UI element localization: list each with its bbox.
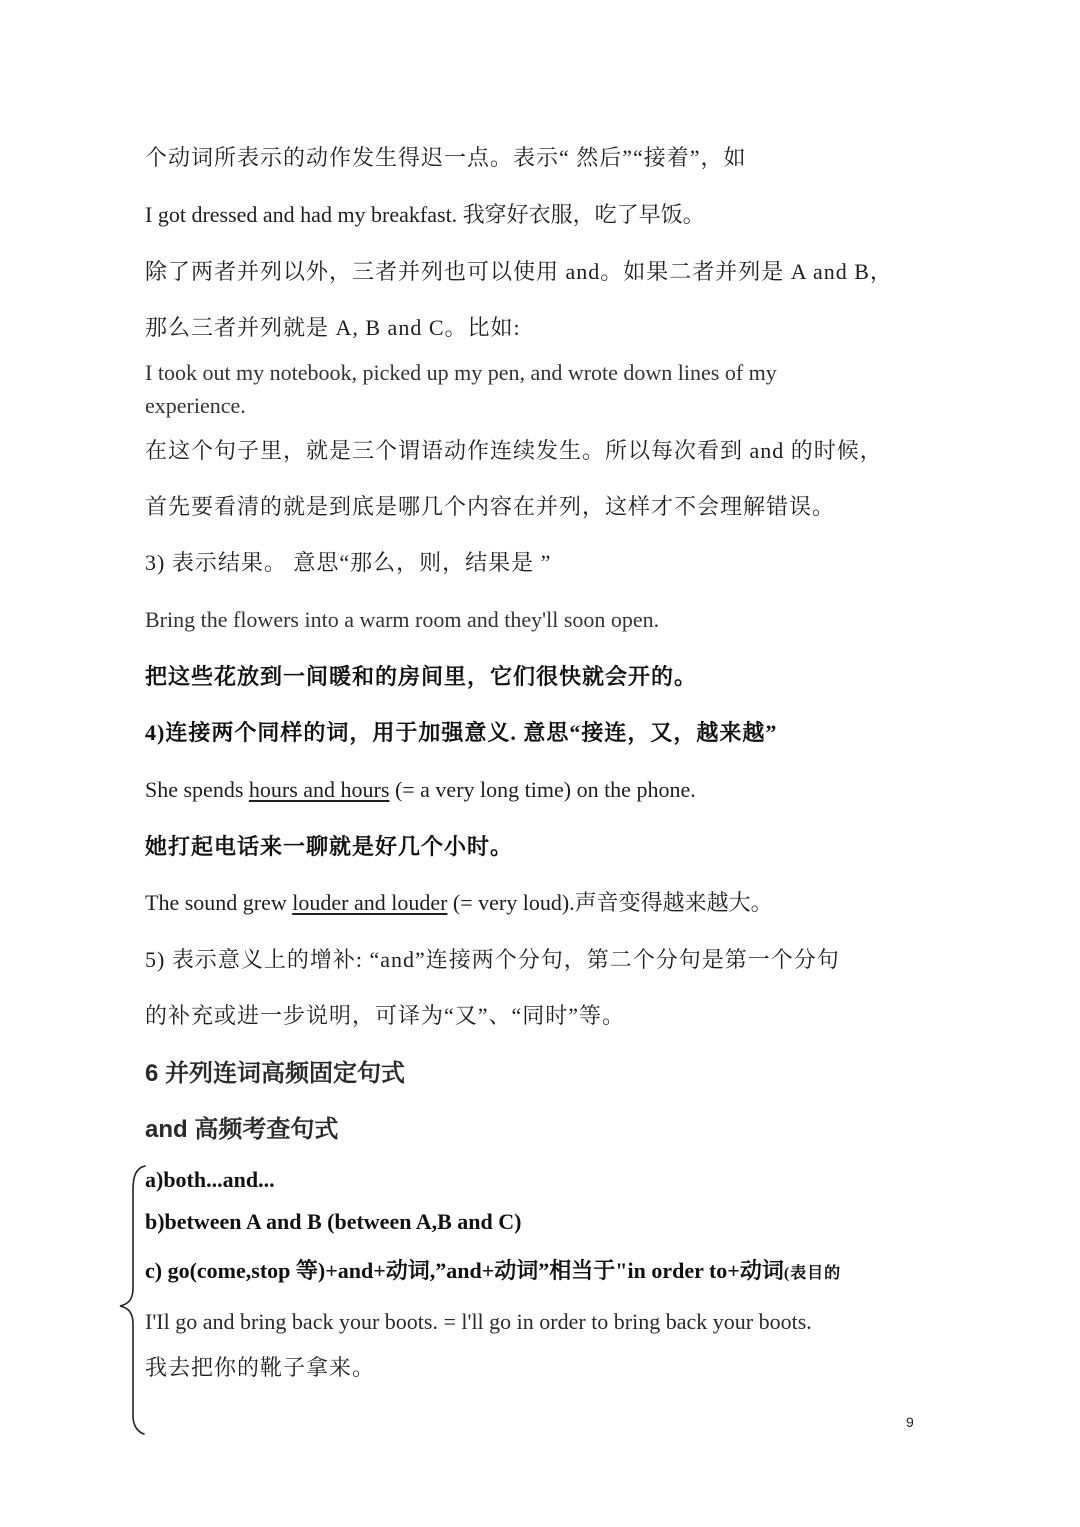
- example-translation-boots: 我去把你的靴子拿来。: [145, 1355, 376, 1380]
- point-5-line-2: 的补充或进一步说明，可译为“又”、“同时”等。: [145, 1003, 626, 1028]
- example-hours-after: (= a very long time) on the phone.: [389, 777, 696, 802]
- pattern-c: [145, 1256, 841, 1289]
- example-sentence-boots: I'Il go and bring back your boots. = l'll go in order to bring back your boots.: [145, 1309, 812, 1334]
- example-sentence-louder: [145, 888, 773, 918]
- section-heading: 6 并列连词高频固定句式: [145, 1060, 406, 1087]
- point-4-title: 4)连接两个同样的词，用于加强意义. 意思“接连，又，越来越”: [145, 720, 778, 745]
- example-hours-before: She spends: [145, 777, 249, 802]
- example-sentence-hours: [145, 775, 696, 805]
- pattern-a: a)both...and...: [145, 1167, 275, 1192]
- example-louder-underlined: louder and louder: [292, 890, 448, 915]
- example-sentence-notebook-line-2: experience.: [145, 393, 246, 418]
- example-translation-flowers: 把这些花放到一间暖和的房间里，它们很快就会开的。: [145, 664, 698, 689]
- example-sentence-notebook-line-1: I took out my notebook, picked up my pen, and wrote down lines of my: [145, 360, 777, 385]
- point-5-line-1: 5) 表示意义上的增补: “and”连接两个分句，第二个分句是第一个分句: [145, 947, 840, 972]
- pattern-c-main: c) go(come,stop 等)+and+动词,”and+动词”相当于"in order to+动词: [145, 1258, 784, 1283]
- three-items-line-1: 除了两者并列以外，三者并列也可以使用 and。如果二者并列是 A and B，: [145, 259, 893, 284]
- example-sentence-dressed: I got dressed and had my breakfast. 我穿好衣服，吃了早饭。: [145, 202, 705, 227]
- pattern-b: b)between A and B (between A,B and C): [145, 1209, 522, 1234]
- pattern-c-note: (表目的: [783, 1265, 842, 1282]
- page-number: 9: [906, 1414, 914, 1430]
- example-hours-underlined: hours and hours: [248, 777, 390, 802]
- example-translation-hours: 她打起电话来一聊就是好几个小时。: [145, 834, 514, 859]
- curly-brace-decoration: [112, 1160, 152, 1440]
- explanation-line-1: 在这个句子里，就是三个谓语动作连续发生。所以每次看到 and 的时候，: [145, 438, 883, 463]
- section-subheading: and 高频考查句式: [145, 1116, 339, 1143]
- example-sentence-flowers: Bring the flowers into a warm room and they'll soon open.: [145, 607, 660, 632]
- example-louder-after: (= very loud).声音变得越来越大。: [447, 890, 773, 915]
- three-items-line-2: 那么三者并列就是 A, B and C。比如:: [145, 315, 521, 340]
- example-louder-before: The sound grew: [145, 890, 293, 915]
- explanation-line-2: 首先要看清的就是到底是哪几个内容在并列，这样才不会理解错误。: [145, 494, 836, 519]
- point-3-title: 3) 表示结果。 意思“那么，则，结果是 ”: [145, 550, 552, 575]
- intro-line: 个动词所表示的动作发生得迟一点。表示“ 然后”“接着”，如: [145, 145, 747, 170]
